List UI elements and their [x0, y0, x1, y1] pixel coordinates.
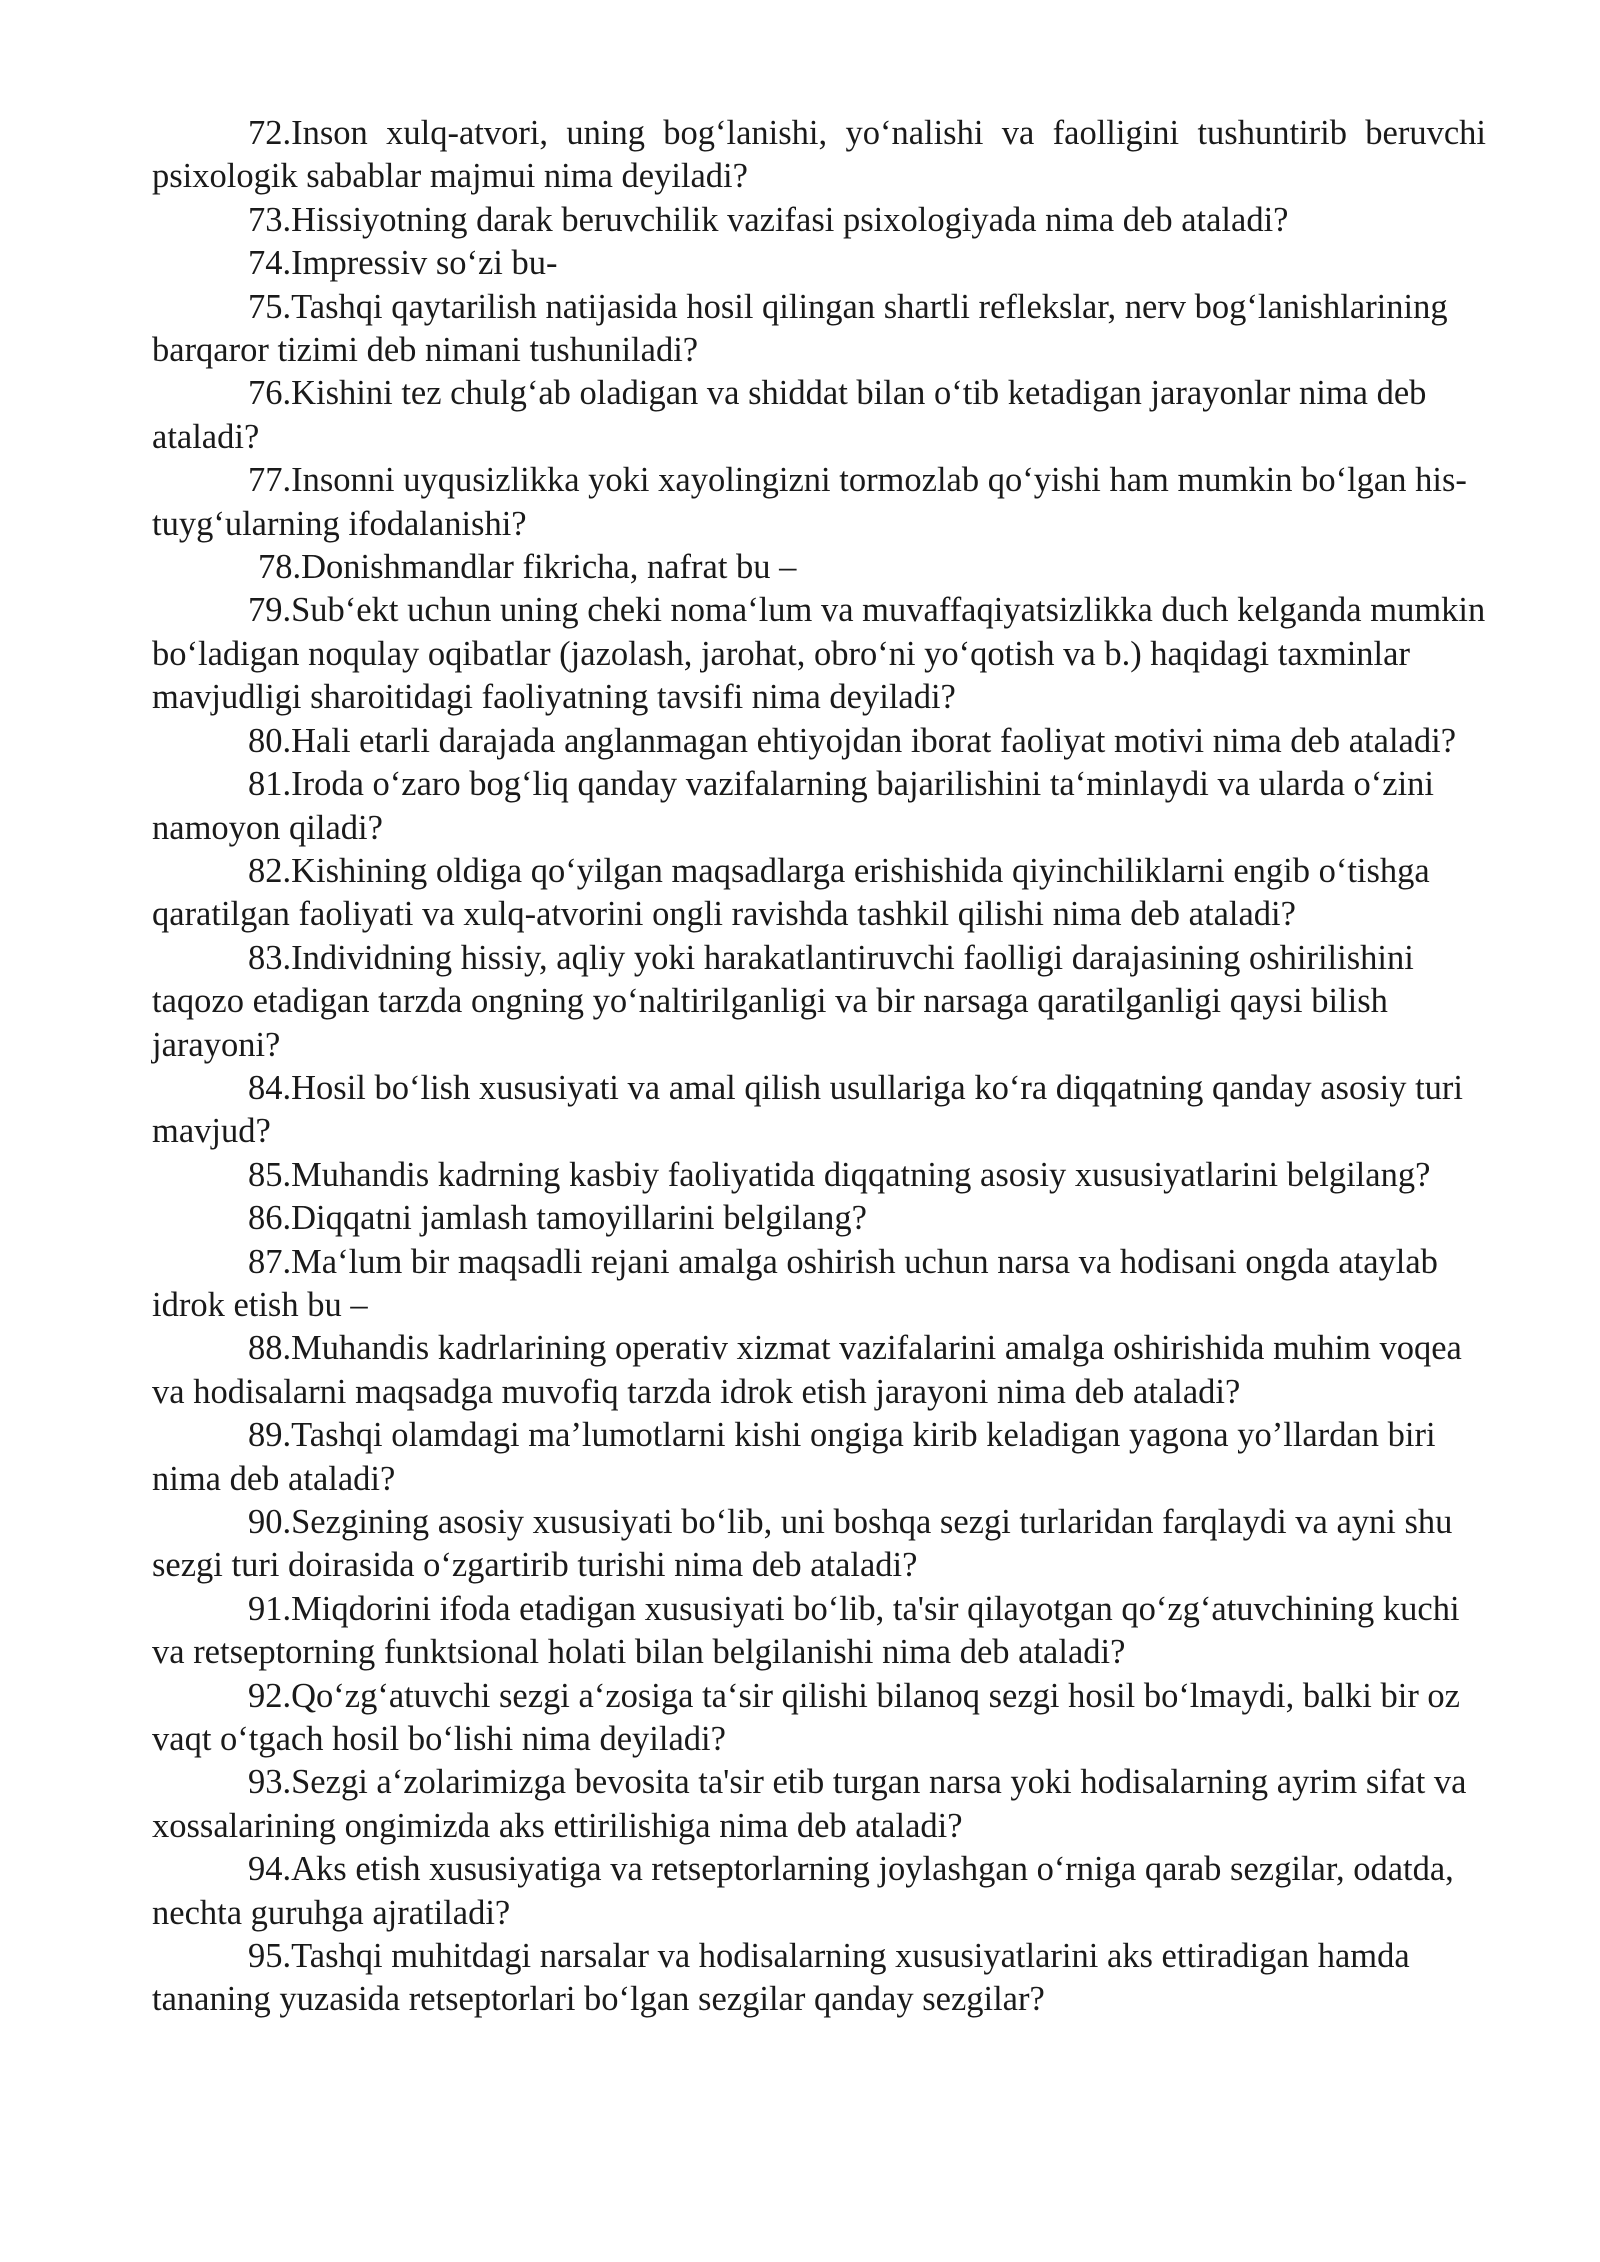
question-number: 84. — [248, 1068, 292, 1107]
question-text: Hosil bo‘lish xususiyati va amal qilish usullariga ko‘ra diqqatning qanday asosiy turi mavjud? — [152, 1068, 1463, 1151]
question-number: 76. — [248, 374, 292, 413]
question-82 — [152, 850, 1486, 937]
question-text: Inson xulq-atvori, uning bog‘lanishi, yo‘nalishi va faolligini tushuntirib beruvchi psixologik sabablar majmui nima deyiladi? — [152, 114, 1486, 196]
question-number: 94. — [248, 1850, 292, 1889]
question-75 — [152, 286, 1486, 373]
question-72 — [152, 112, 1486, 199]
question-79 — [152, 589, 1486, 719]
question-number: 95. — [248, 1937, 292, 1976]
question-80 — [152, 720, 1486, 763]
question-text: Qo‘zg‘atuvchi sezgi a‘zosiga ta‘sir qilishi bilanoq sezgi hosil bo‘lmaydi, balki bir oz vaqt o‘tgach hosil bo‘lishi nima deyiladi? — [152, 1676, 1460, 1759]
question-number: 83. — [248, 938, 292, 977]
question-text: Kishining oldiga qo‘yilgan maqsadlarga erishishida qiyinchiliklarni engib o‘tishga qaratilgan faoliyati va xulq-atvorini ongli ravishda tashkil qilishi nima deb ataladi? — [152, 851, 1430, 934]
question-text: Hali etarli darajada anglanmagan ehtiyojdan iborat faoliyat motivi nima deb ataladi? — [291, 721, 1457, 760]
question-number: 90. — [248, 1503, 292, 1541]
question-text: Sezgining asosiy xususiyati bo‘lib, uni boshqa sezgi turlaridan farqlaydi va ayni shu sezgi turi doirasida o‘zgartirib turishi nima deb ataladi? — [152, 1503, 1453, 1585]
question-text: Aks etish xususiyatiga va retseptorlarning joylashgan o‘rniga qarab sezgilar, odatda, nechta guruhga ajratiladi? — [152, 1850, 1454, 1932]
question-95 — [152, 1935, 1486, 2022]
question-78 — [152, 546, 1486, 589]
question-number: 80. — [248, 721, 292, 760]
question-number: 91. — [248, 1589, 292, 1628]
question-number: 87. — [248, 1242, 292, 1281]
question-number: 92. — [248, 1676, 292, 1715]
question-text: Tashqi qaytarilish natijasida hosil qilingan shartli reflekslar, nerv bog‘lanishlarining barqaror tizimi deb nimani tushuniladi? — [152, 287, 1448, 370]
question-81 — [152, 763, 1486, 850]
question-91 — [152, 1588, 1486, 1675]
question-number: 78. — [258, 548, 302, 587]
question-83 — [152, 937, 1486, 1067]
question-text: Hissiyotning darak beruvchilik vazifasi psixologiyada nima deb ataladi? — [291, 200, 1289, 239]
question-text: Muhandis kadrning kasbiy faoliyatida diqqatning asosiy xususiyatlarini belgilang? — [291, 1155, 1431, 1194]
question-number: 93. — [248, 1763, 292, 1802]
question-number: 89. — [248, 1416, 292, 1455]
question-text: Insonni uyqusizlikka yoki xayolingizni tormozlab qo‘yishi ham mumkin bo‘lgan his-tuyg‘ularning ifodalanishi? — [152, 461, 1467, 543]
question-89 — [152, 1414, 1486, 1501]
question-number: 88. — [248, 1329, 292, 1368]
question-text: Individning hissiy, aqliy yoki harakatlantiruvchi faolligi darajasining oshirilishini taqozo etadigan tarzda ongning yo‘naltirilganligi va bir narsaga qaratilganligi qaysi bilish jarayoni? — [152, 938, 1414, 1064]
question-text: Miqdorini ifoda etadigan xususiyati bo‘lib, ta'sir qilayotgan qo‘zg‘atuvchining kuchi va retseptorning funktsional holati bilan belgilanishi nima deb ataladi? — [152, 1589, 1460, 1672]
question-text: Diqqatni jamlash tamoyillarini belgilang? — [291, 1199, 867, 1238]
question-88 — [152, 1327, 1486, 1414]
question-94 — [152, 1848, 1486, 1935]
question-text: Sezgi a‘zolarimizga bevosita ta'sir etib turgan narsa yoki hodisalarning ayrim sifat va xossalarining ongimizda aks ettirilishiga nima deb ataladi? — [152, 1763, 1467, 1845]
question-text: Donishmandlar fikricha, nafrat bu – — [301, 548, 797, 587]
question-73 — [152, 199, 1486, 242]
question-text: Ma‘lum bir maqsadli rejani amalga oshirish uchun narsa va hodisani ongda ataylab idrok etish bu – — [152, 1242, 1438, 1324]
question-number: 72. — [248, 114, 292, 152]
question-76 — [152, 372, 1486, 459]
question-90 — [152, 1501, 1486, 1588]
question-number: 74. — [248, 244, 292, 283]
question-text: Tashqi olamdagi ma’lumotlarni kishi ongiga kirib keladigan yagona yo’llardan biri nima deb ataladi? — [152, 1416, 1436, 1498]
question-number: 85. — [248, 1155, 292, 1194]
document-page — [152, 112, 1486, 2022]
question-86 — [152, 1197, 1486, 1240]
question-93 — [152, 1761, 1486, 1848]
question-text: Kishini tez chulg‘ab oladigan va shiddat bilan o‘tib ketadigan jarayonlar nima deb ataladi? — [152, 374, 1427, 456]
question-text: Muhandis kadrlarining operativ xizmat vazifalarini amalga oshirishida muhim voqea va hodisalarni maqsadga muvofiq tarzda idrok etish jarayoni nima deb ataladi? — [152, 1329, 1462, 1411]
question-number: 77. — [248, 461, 292, 500]
question-text: Impressiv so‘zi bu- — [291, 244, 558, 283]
question-text: Tashqi muhitdagi narsalar va hodisalarning xususiyatlarini aks ettiradigan hamda tananing yuzasida retseptorlari bo‘lgan sezgilar qanday sezgilar? — [152, 1937, 1410, 2019]
question-number: 75. — [248, 287, 292, 326]
question-number: 82. — [248, 851, 292, 890]
question-number: 73. — [248, 200, 292, 239]
question-number: 79. — [248, 591, 292, 630]
question-number: 86. — [248, 1199, 292, 1238]
question-text: Sub‘ekt uchun uning cheki noma‘lum va muvaffaqiyatsizlikka duch kelganda mumkin bo‘ladigan noqulay oqibatlar (jazolash, jarohat, obro‘ni yo‘qotish va b.) haqidagi taxminlar mavjudligi sharoitidagi faoliyatning tavsifi nima deyiladi? — [152, 591, 1486, 717]
question-87 — [152, 1241, 1486, 1328]
question-74 — [152, 242, 1486, 285]
question-92 — [152, 1675, 1486, 1762]
question-85 — [152, 1154, 1486, 1197]
question-77 — [152, 459, 1486, 546]
question-number: 81. — [248, 765, 292, 804]
question-text: Iroda o‘zaro bog‘liq qanday vazifalarning bajarilishini ta‘minlaydi va ularda o‘zini namoyon qiladi? — [152, 765, 1434, 847]
question-84 — [152, 1067, 1486, 1154]
